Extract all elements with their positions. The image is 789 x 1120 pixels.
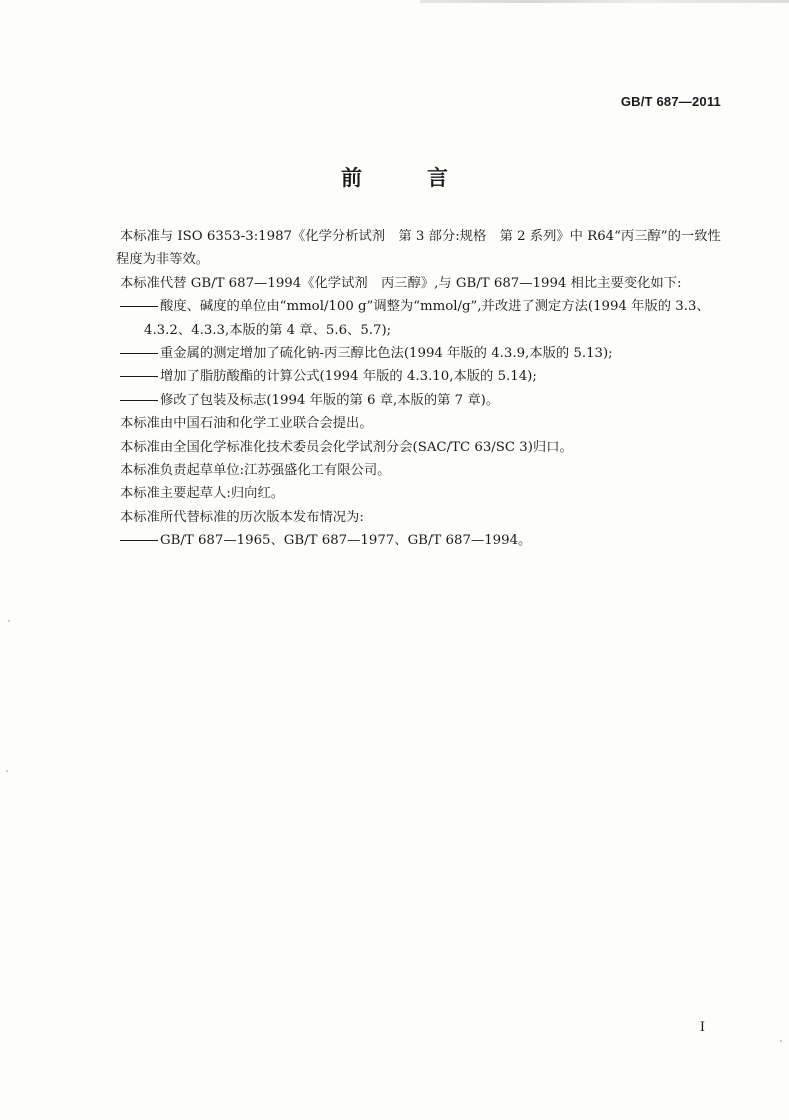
page-number: I (699, 1020, 705, 1035)
scan-speck (780, 1040, 782, 1042)
scan-artifact (420, 0, 789, 3)
change-item-continuation: 4.3.2、4.3.3,本版的第 4 章、5.6、5.7); (144, 322, 392, 338)
dash-mark (120, 306, 158, 307)
paragraph-equivalence (116, 225, 728, 272)
change-text: 重金属的测定增加了硫化钠-丙三醇比色法(1994 年版的 4.3.9,本版的 5.13); (160, 346, 613, 362)
change-text: 修改了包装及标志(1994 年版的第 6 章,本版的第 7 章)。 (160, 392, 500, 408)
scan-speck (6, 770, 8, 772)
paragraph-replaces: 本标准代替 GB/T 687—1994《化学试剂 丙三醇》,与 GB/T 687—1994 相比主要变化如下: (120, 275, 682, 291)
change-item (116, 365, 728, 388)
paragraph-history: 本标准所代替标准的历次版本发布情况为: (120, 509, 364, 525)
paragraph-line: 本标准与 ISO 6353-3:1987《化学分析试剂 第 3 部分:规格 第 2 系列》中 R64“丙三醇”的一致性 (120, 229, 721, 244)
change-item (116, 389, 728, 412)
page-title: 前 言 (341, 166, 470, 190)
dash-mark (120, 353, 158, 354)
change-item (116, 342, 728, 365)
paragraph-proposer: 本标准由中国石油和化学工业联合会提出。 (120, 416, 373, 432)
change-text: 酸度、碱度的单位由“mmol/100 g”调整为“mmol/g”,并改进了测定方法(1994 年版的 3.3、 (160, 299, 710, 315)
dash-mark (120, 540, 158, 541)
change-text: 增加了脂肪酸酯的计算公式(1994 年版的 4.3.10,本版的 5.14); (160, 369, 537, 385)
paragraph-committee: 本标准由全国化学标准化技术委员会化学试剂分会(SAC/TC 63/SC 3)归口。 (120, 439, 573, 455)
paragraph-drafting-unit: 本标准负责起草单位:江苏强盛化工有限公司。 (120, 463, 391, 479)
paragraph-line: 程度为非等效。 (116, 252, 210, 268)
history-item (116, 529, 728, 552)
standard-code: GB/T 687—2011 (620, 94, 721, 109)
paragraph-drafter: 本标准主要起草人:归向红。 (120, 486, 285, 502)
change-item (116, 295, 728, 318)
dash-mark (120, 376, 158, 377)
history-text: GB/T 687—1965、GB/T 687—1977、GB/T 687—1994。 (160, 533, 532, 549)
dash-mark (120, 400, 158, 401)
foreword-body (116, 225, 728, 553)
scan-speck (8, 620, 10, 622)
